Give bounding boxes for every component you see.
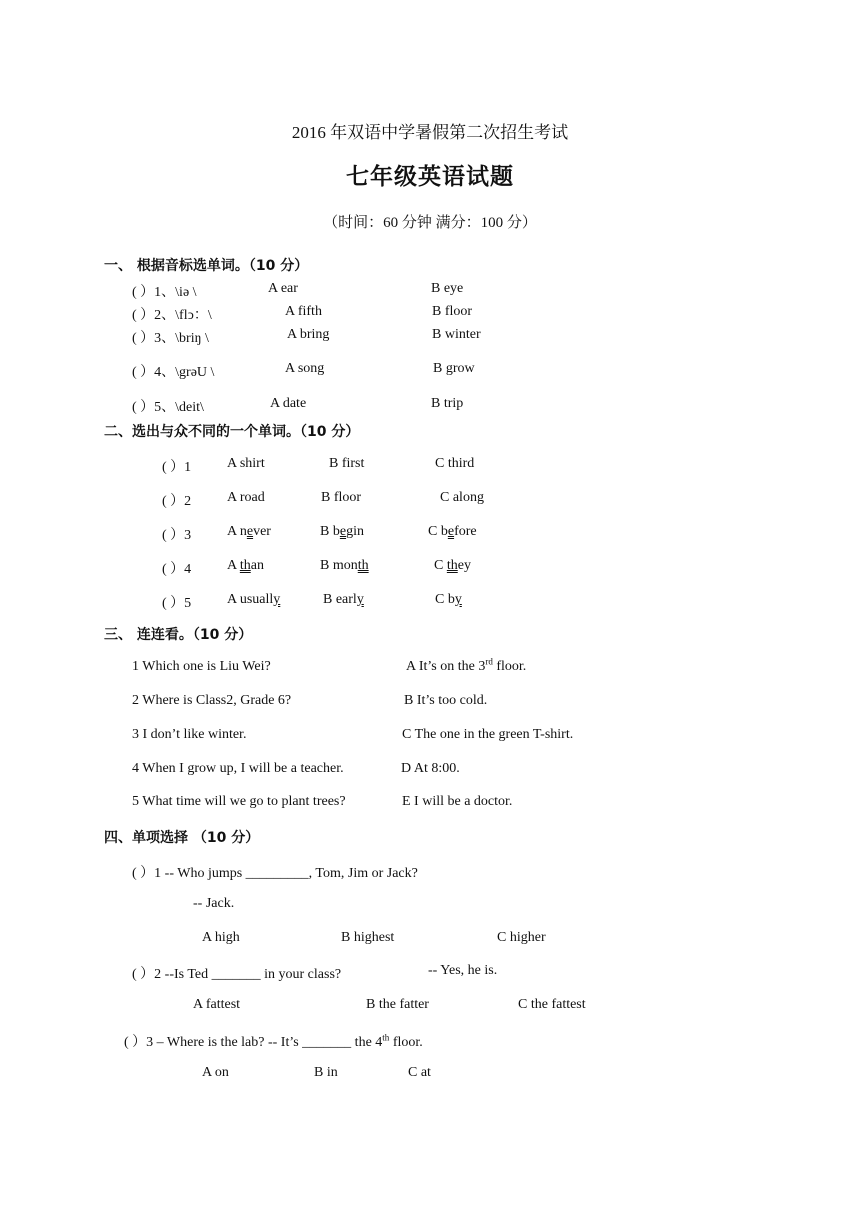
section3-heading: 三、 连连看。（10 分） bbox=[104, 627, 253, 643]
option-b: B the fatter bbox=[366, 997, 429, 1012]
matching-left-item: 5 What time will we go to plant trees? bbox=[132, 794, 346, 809]
option-a: A road bbox=[227, 490, 265, 505]
option-b: B early bbox=[323, 592, 364, 607]
section4-heading: 四、单项选择 （10 分） bbox=[104, 830, 260, 846]
section1-question: ( ）4、\grəU \ bbox=[132, 365, 215, 380]
answer-paren: ( ）2 bbox=[162, 494, 192, 509]
matching-left-item: 2 Where is Class2, Grade 6? bbox=[132, 693, 292, 708]
option-b: B floor bbox=[432, 304, 473, 319]
section1-question: ( ）1、\iə \ bbox=[132, 285, 197, 300]
matching-right-item: E I will be a doctor. bbox=[402, 794, 513, 809]
section1-question: ( ）3、\briŋ \ bbox=[132, 331, 209, 346]
option-a: A on bbox=[202, 1065, 229, 1080]
option-a: A high bbox=[202, 930, 240, 945]
option-b: B month bbox=[320, 558, 369, 573]
option-c: C at bbox=[408, 1065, 431, 1080]
option-c: C along bbox=[440, 490, 484, 505]
section1-question: ( ）5、\deit\ bbox=[132, 400, 204, 415]
option-c: C before bbox=[428, 524, 477, 539]
option-c: C the fattest bbox=[518, 997, 586, 1012]
option-a: A song bbox=[285, 361, 325, 376]
option-b: B begin bbox=[320, 524, 364, 539]
option-a: A ear bbox=[268, 281, 298, 296]
option-a: A fifth bbox=[285, 304, 322, 319]
option-b: B grow bbox=[433, 361, 475, 376]
option-a: A than bbox=[227, 558, 264, 573]
exam-title: 2016 年双语中学暑假第二次招生考试 bbox=[291, 123, 569, 142]
option-b: B first bbox=[329, 456, 365, 471]
paper-main-title: 七年级英语试题 bbox=[346, 164, 514, 190]
reply-text: -- Jack. bbox=[193, 896, 235, 911]
option-c: C by bbox=[435, 592, 462, 607]
option-b: B eye bbox=[431, 281, 464, 296]
question-text: ( ）2 --Is Ted _______ in your class? bbox=[132, 967, 342, 982]
option-a: A date bbox=[270, 396, 307, 411]
option-a: A bring bbox=[287, 327, 330, 342]
option-b: B floor bbox=[321, 490, 362, 505]
matching-right-item: D At 8:00. bbox=[401, 761, 460, 776]
option-a: A usually bbox=[227, 592, 281, 607]
answer-paren: ( ）4 bbox=[162, 562, 192, 577]
section2-heading: 二、选出与众不同的一个单词。（10 分） bbox=[104, 424, 360, 440]
matching-left-item: 1 Which one is Liu Wei? bbox=[132, 659, 271, 674]
answer-paren: ( ）1 bbox=[162, 460, 192, 475]
option-a: A fattest bbox=[193, 997, 241, 1012]
option-a: A never bbox=[227, 524, 271, 539]
answer-paren: ( ）3 bbox=[162, 528, 192, 543]
option-c: C they bbox=[434, 558, 471, 573]
matching-right-item: B It’s too cold. bbox=[404, 693, 488, 708]
option-b: B trip bbox=[431, 396, 464, 411]
option-b: B winter bbox=[432, 327, 481, 342]
section1-question: ( ）2、\flↄ：\ bbox=[132, 308, 212, 323]
matching-right-item: A It’s on the 3rd floor. bbox=[406, 656, 527, 674]
section1-heading: 一、 根据音标选单词。（10 分） bbox=[104, 258, 309, 274]
answer-paren: ( ）5 bbox=[162, 596, 192, 611]
option-c: C third bbox=[435, 456, 475, 471]
exam-time-and-score: （时间：60 分钟 满分：100 分） bbox=[323, 215, 537, 231]
matching-left-item: 4 When I grow up, I will be a teacher. bbox=[132, 761, 344, 776]
option-b: B highest bbox=[341, 930, 395, 945]
option-a: A shirt bbox=[227, 456, 265, 471]
matching-left-item: 3 I don’t like winter. bbox=[132, 727, 247, 742]
question-text: ( ）3 – Where is the lab? -- It’s _______ the 4th floor. bbox=[124, 1032, 423, 1050]
option-b: B in bbox=[314, 1065, 338, 1080]
reply-text: -- Yes, he is. bbox=[428, 963, 498, 978]
question-text: ( ）1 -- Who jumps _________, Tom, Jim or Jack? bbox=[132, 866, 418, 881]
matching-right-item: C The one in the green T-shirt. bbox=[402, 727, 574, 742]
option-c: C higher bbox=[497, 930, 546, 945]
